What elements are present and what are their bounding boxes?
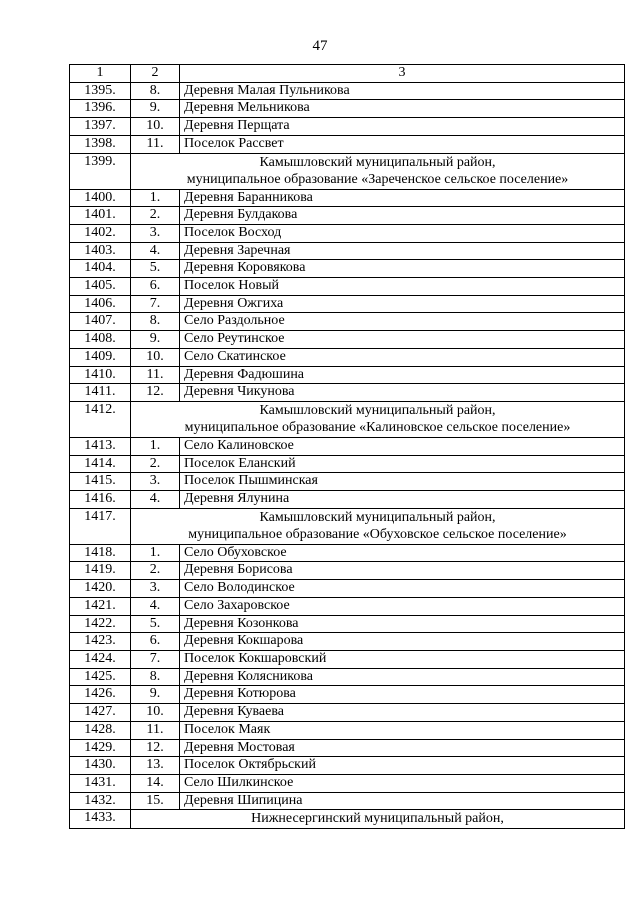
row-number: 1404. [70, 260, 131, 278]
settlement-name: Поселок Маяк [180, 721, 625, 739]
row-sub-number: 10. [131, 704, 180, 722]
settlement-name: Деревня Колясникова [180, 668, 625, 686]
table-row [70, 278, 625, 296]
table-row [70, 721, 625, 739]
table-row [70, 207, 625, 225]
settlements-table-body [70, 65, 625, 829]
settlement-name: Деревня Ожгиха [180, 295, 625, 313]
row-number: 1416. [70, 491, 131, 509]
row-sub-number: 11. [131, 721, 180, 739]
group-row [70, 153, 625, 171]
row-sub-number: 14. [131, 774, 180, 792]
table-row [70, 757, 625, 775]
table-row [70, 544, 625, 562]
group-title-line-2: муниципальное образование «Калиновское сельское поселение» [131, 419, 625, 437]
row-sub-number: 5. [131, 260, 180, 278]
table-row [70, 491, 625, 509]
row-number: 1432. [70, 792, 131, 810]
group-row [70, 401, 625, 419]
settlement-name: Село Шилкинское [180, 774, 625, 792]
table-row [70, 118, 625, 136]
row-sub-number: 7. [131, 650, 180, 668]
settlement-name: Деревня Перщата [180, 118, 625, 136]
settlement-name: Поселок Октябрьский [180, 757, 625, 775]
settlement-name: Село Раздольное [180, 313, 625, 331]
settlement-name: Село Калиновское [180, 437, 625, 455]
group-title-line-2: муниципальное образование «Обуховское сельское поселение» [131, 526, 625, 544]
table-row [70, 473, 625, 491]
row-number: 1409. [70, 348, 131, 366]
row-sub-number: 8. [131, 313, 180, 331]
row-number: 1408. [70, 331, 131, 349]
row-number: 1418. [70, 544, 131, 562]
row-number: 1422. [70, 615, 131, 633]
table-row [70, 100, 625, 118]
settlement-name: Деревня Фадюшина [180, 366, 625, 384]
header-col-3: 3 [180, 65, 625, 83]
table-row [70, 348, 625, 366]
settlement-name: Поселок Еланский [180, 455, 625, 473]
settlements-table [69, 64, 625, 829]
row-sub-number: 12. [131, 739, 180, 757]
row-sub-number: 4. [131, 597, 180, 615]
row-number: 1414. [70, 455, 131, 473]
row-number: 1425. [70, 668, 131, 686]
row-number: 1395. [70, 82, 131, 100]
row-number: 1429. [70, 739, 131, 757]
row-number: 1411. [70, 384, 131, 402]
settlement-name: Деревня Мельникова [180, 100, 625, 118]
row-number: 1427. [70, 704, 131, 722]
table-row [70, 242, 625, 260]
row-sub-number: 9. [131, 100, 180, 118]
settlement-name: Поселок Восход [180, 224, 625, 242]
row-number: 1423. [70, 633, 131, 651]
settlement-name: Деревня Мостовая [180, 739, 625, 757]
table-row [70, 650, 625, 668]
row-sub-number: 4. [131, 491, 180, 509]
settlement-name: Село Скатинское [180, 348, 625, 366]
settlement-name: Поселок Новый [180, 278, 625, 296]
row-number: 1417. [70, 508, 131, 544]
group-row [70, 810, 625, 829]
settlement-name: Деревня Булдакова [180, 207, 625, 225]
table-row [70, 455, 625, 473]
row-number: 1428. [70, 721, 131, 739]
table-row [70, 686, 625, 704]
settlement-name: Деревня Куваева [180, 704, 625, 722]
table-row [70, 260, 625, 278]
table-row [70, 331, 625, 349]
table-row [70, 313, 625, 331]
table-row [70, 704, 625, 722]
settlement-name: Деревня Козонкова [180, 615, 625, 633]
settlement-name: Деревня Малая Пульникова [180, 82, 625, 100]
row-sub-number: 7. [131, 295, 180, 313]
table-row [70, 366, 625, 384]
settlement-name: Село Обуховское [180, 544, 625, 562]
row-sub-number: 3. [131, 473, 180, 491]
row-sub-number: 3. [131, 580, 180, 598]
row-sub-number: 1. [131, 189, 180, 207]
table-row [70, 562, 625, 580]
row-number: 1400. [70, 189, 131, 207]
table-row [70, 792, 625, 810]
row-number: 1421. [70, 597, 131, 615]
table-row [70, 774, 625, 792]
row-sub-number: 11. [131, 366, 180, 384]
table-row [70, 437, 625, 455]
row-sub-number: 10. [131, 348, 180, 366]
settlement-name: Деревня Коровякова [180, 260, 625, 278]
table-row [70, 633, 625, 651]
group-row [70, 508, 625, 526]
settlement-name: Поселок Рассвет [180, 135, 625, 153]
row-number: 1433. [70, 810, 131, 829]
row-number: 1398. [70, 135, 131, 153]
row-sub-number: 2. [131, 562, 180, 580]
row-number: 1431. [70, 774, 131, 792]
settlement-name: Село Реутинское [180, 331, 625, 349]
row-number: 1406. [70, 295, 131, 313]
row-number: 1412. [70, 401, 131, 437]
row-sub-number: 2. [131, 455, 180, 473]
settlement-name: Деревня Шипицина [180, 792, 625, 810]
table-row [70, 597, 625, 615]
row-number: 1405. [70, 278, 131, 296]
row-sub-number: 15. [131, 792, 180, 810]
row-number: 1410. [70, 366, 131, 384]
row-sub-number: 10. [131, 118, 180, 136]
row-sub-number: 6. [131, 633, 180, 651]
table-row [70, 580, 625, 598]
row-sub-number: 6. [131, 278, 180, 296]
table-row [70, 668, 625, 686]
settlement-name: Село Володинское [180, 580, 625, 598]
row-sub-number: 1. [131, 437, 180, 455]
group-title-line-1: Камышловский муниципальный район, [131, 153, 625, 171]
settlement-name: Деревня Кокшарова [180, 633, 625, 651]
table-row [70, 295, 625, 313]
group-row-continued [70, 419, 625, 437]
row-number: 1430. [70, 757, 131, 775]
header-col-2: 2 [131, 65, 180, 83]
settlement-name: Деревня Заречная [180, 242, 625, 260]
row-sub-number: 4. [131, 242, 180, 260]
row-sub-number: 11. [131, 135, 180, 153]
row-number: 1403. [70, 242, 131, 260]
settlement-name: Поселок Пышминская [180, 473, 625, 491]
row-number: 1424. [70, 650, 131, 668]
row-number: 1426. [70, 686, 131, 704]
group-title-line-1: Камышловский муниципальный район, [131, 401, 625, 419]
row-sub-number: 13. [131, 757, 180, 775]
table-row [70, 615, 625, 633]
group-title-line-1: Нижнесергинский муниципальный район, [131, 810, 625, 829]
row-number: 1413. [70, 437, 131, 455]
table-row [70, 739, 625, 757]
row-number: 1415. [70, 473, 131, 491]
table-row [70, 82, 625, 100]
row-number: 1401. [70, 207, 131, 225]
group-title-line-1: Камышловский муниципальный район, [131, 508, 625, 526]
settlement-name: Село Захаровское [180, 597, 625, 615]
settlement-name: Деревня Чикунова [180, 384, 625, 402]
settlement-name: Деревня Ялунина [180, 491, 625, 509]
row-number: 1399. [70, 153, 131, 189]
group-title-line-2: муниципальное образование «Зареченское сельское поселение» [131, 171, 625, 189]
row-number: 1419. [70, 562, 131, 580]
table-row [70, 384, 625, 402]
group-row-continued [70, 171, 625, 189]
row-number: 1407. [70, 313, 131, 331]
group-row-continued [70, 526, 625, 544]
row-sub-number: 2. [131, 207, 180, 225]
row-number: 1397. [70, 118, 131, 136]
row-sub-number: 8. [131, 668, 180, 686]
row-sub-number: 5. [131, 615, 180, 633]
table-row [70, 135, 625, 153]
settlement-name: Деревня Борисова [180, 562, 625, 580]
table-row [70, 224, 625, 242]
row-sub-number: 8. [131, 82, 180, 100]
row-number: 1402. [70, 224, 131, 242]
settlement-name: Деревня Баранникова [180, 189, 625, 207]
row-sub-number: 9. [131, 331, 180, 349]
header-col-1: 1 [70, 65, 131, 83]
row-sub-number: 12. [131, 384, 180, 402]
row-sub-number: 3. [131, 224, 180, 242]
row-number: 1420. [70, 580, 131, 598]
settlement-name: Деревня Котюрова [180, 686, 625, 704]
row-number: 1396. [70, 100, 131, 118]
table-row [70, 189, 625, 207]
settlement-name: Поселок Кокшаровский [180, 650, 625, 668]
row-sub-number: 1. [131, 544, 180, 562]
row-sub-number: 9. [131, 686, 180, 704]
page-number: 47 [312, 38, 328, 54]
table-header-row [70, 65, 625, 83]
